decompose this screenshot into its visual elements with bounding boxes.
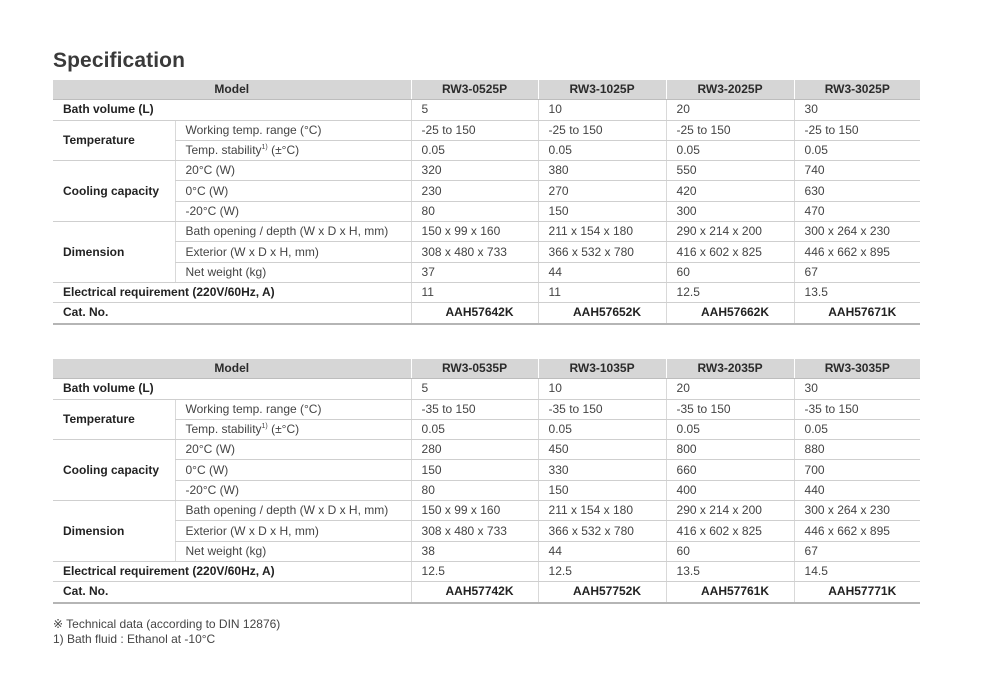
table-row [53, 399, 920, 419]
cell-bath_opening: 211 x 154 x 180 [538, 501, 666, 521]
cell-cat-no: AAH57671K [794, 303, 920, 324]
table-row [53, 561, 920, 581]
cell-working_temp: -25 to 150 [411, 120, 538, 140]
table-row [53, 282, 920, 302]
cell-working_temp: -35 to 150 [411, 399, 538, 419]
table-row [53, 521, 920, 541]
cell-cool_m20: 150 [538, 480, 666, 500]
table-header-row [53, 359, 920, 379]
spec-table-1 [53, 80, 920, 325]
cell-bath_volume: 10 [538, 379, 666, 399]
row-label-net_weight: Net weight (kg) [175, 541, 411, 561]
cell-temp_stability: 0.05 [411, 140, 538, 160]
cell-cat-no: AAH57771K [794, 582, 920, 603]
cell-bath_opening: 211 x 154 x 180 [538, 222, 666, 242]
row-label-bath_opening: Bath opening / depth (W x D x H, mm) [175, 222, 411, 242]
cell-net_weight: 38 [411, 541, 538, 561]
footnote-bath-fluid: 1) Bath fluid : Ethanol at -10°C [53, 632, 216, 646]
row-label-cat_no: Cat. No. [53, 582, 411, 603]
cell-cool_m20: 470 [794, 201, 920, 221]
cell-cat-no: AAH57642K [411, 303, 538, 324]
row-label-cooling_capacity: Cooling capacity [53, 440, 175, 501]
cell-bath_opening: 150 x 99 x 160 [411, 222, 538, 242]
row-label-cooling_capacity: Cooling capacity [53, 161, 175, 222]
footnote-ref: 1) [261, 144, 268, 152]
row-label-electrical: Electrical requirement (220V/60Hz, A) [53, 561, 411, 581]
cell-cool_m20: 150 [538, 201, 666, 221]
header-model: Model [53, 359, 411, 379]
row-label-bath_volume: Bath volume (L) [53, 379, 411, 399]
temp-stability-unit: (±°C) [267, 143, 300, 158]
cell-bath_opening: 290 x 214 x 200 [666, 222, 794, 242]
footnotes [53, 617, 280, 647]
cell-cool_0: 420 [666, 181, 794, 201]
header-model-name: RW3-1035P [538, 359, 666, 379]
cell-electrical: 12.5 [411, 561, 538, 581]
cell-net_weight: 60 [666, 541, 794, 561]
cell-working_temp: -35 to 150 [666, 399, 794, 419]
header-model-name: RW3-3035P [794, 359, 920, 379]
cell-net_weight: 37 [411, 262, 538, 282]
table-row [53, 379, 920, 399]
table-row [53, 201, 920, 221]
cell-temp_stability: 0.05 [794, 419, 920, 439]
row-label-cool_m20: -20°C (W) [175, 201, 411, 221]
cell-exterior: 308 x 480 x 733 [411, 521, 538, 541]
cell-temp_stability: 0.05 [666, 419, 794, 439]
row-label-temp-stability [175, 419, 411, 439]
cell-net_weight: 67 [794, 541, 920, 561]
cell-electrical: 13.5 [666, 561, 794, 581]
cell-cool_20: 320 [411, 161, 538, 181]
row-label-cat_no: Cat. No. [53, 303, 411, 324]
header-model-name: RW3-2035P [666, 359, 794, 379]
header-model-name: RW3-3025P [794, 80, 920, 100]
footnote-technical-data: ※ Technical data (according to DIN 12876) [53, 617, 281, 631]
row-label-exterior: Exterior (W x D x H, mm) [175, 242, 411, 262]
cell-cool_20: 450 [538, 440, 666, 460]
cell-exterior: 308 x 480 x 733 [411, 242, 538, 262]
cell-working_temp: -25 to 150 [794, 120, 920, 140]
table-row [53, 140, 920, 160]
header-model-name: RW3-0535P [411, 359, 538, 379]
cell-cool_20: 880 [794, 440, 920, 460]
cell-electrical: 11 [538, 282, 666, 302]
cell-cool_20: 800 [666, 440, 794, 460]
row-label-temperature: Temperature [53, 120, 175, 161]
cell-bath_volume: 20 [666, 100, 794, 120]
cell-cat-no: AAH57652K [538, 303, 666, 324]
row-label-dimension: Dimension [53, 222, 175, 283]
cell-working_temp: -35 to 150 [538, 399, 666, 419]
row-label-dimension: Dimension [53, 501, 175, 562]
cell-electrical: 11 [411, 282, 538, 302]
cell-cat-no: AAH57761K [666, 582, 794, 603]
cell-working_temp: -25 to 150 [538, 120, 666, 140]
row-label-cool_0: 0°C (W) [175, 460, 411, 480]
cell-exterior: 366 x 532 x 780 [538, 242, 666, 262]
cell-bath_volume: 30 [794, 100, 920, 120]
row-label-cool_20: 20°C (W) [175, 161, 411, 181]
table-row [53, 120, 920, 140]
cell-bath_volume: 5 [411, 100, 538, 120]
cell-bath_opening: 300 x 264 x 230 [794, 501, 920, 521]
cell-exterior: 366 x 532 x 780 [538, 521, 666, 541]
cell-electrical: 12.5 [538, 561, 666, 581]
table-row [53, 501, 920, 521]
table-row [53, 303, 920, 324]
cell-cool_0: 660 [666, 460, 794, 480]
cell-net_weight: 60 [666, 262, 794, 282]
row-label-temperature: Temperature [53, 399, 175, 440]
row-label-temp-stability [175, 140, 411, 160]
cell-electrical: 14.5 [794, 561, 920, 581]
cell-bath_volume: 30 [794, 379, 920, 399]
row-label-exterior: Exterior (W x D x H, mm) [175, 521, 411, 541]
cell-cool_0: 230 [411, 181, 538, 201]
row-label-bath_opening: Bath opening / depth (W x D x H, mm) [175, 501, 411, 521]
cell-cat-no: AAH57742K [411, 582, 538, 603]
cell-cool_m20: 80 [411, 201, 538, 221]
cell-temp_stability: 0.05 [538, 419, 666, 439]
table-row [53, 419, 920, 439]
cell-temp_stability: 0.05 [411, 419, 538, 439]
cell-working_temp: -35 to 150 [794, 399, 920, 419]
table-row [53, 100, 920, 120]
cell-cool_m20: 440 [794, 480, 920, 500]
cell-cool_0: 150 [411, 460, 538, 480]
cell-temp_stability: 0.05 [666, 140, 794, 160]
temp-stability-unit: (±°C) [267, 422, 300, 437]
cell-cool_0: 700 [794, 460, 920, 480]
row-label-electrical: Electrical requirement (220V/60Hz, A) [53, 282, 411, 302]
cell-cool_0: 630 [794, 181, 920, 201]
cell-bath_opening: 150 x 99 x 160 [411, 501, 538, 521]
row-label-cool_20: 20°C (W) [175, 440, 411, 460]
footnote-ref: 1) [261, 423, 268, 431]
cell-bath_opening: 290 x 214 x 200 [666, 501, 794, 521]
page-title: Specification [53, 49, 185, 72]
cell-exterior: 416 x 602 x 825 [666, 242, 794, 262]
table-header-row [53, 80, 920, 100]
cell-cool_0: 270 [538, 181, 666, 201]
cell-bath_volume: 5 [411, 379, 538, 399]
temp-stability-label: Temp. stability [185, 422, 262, 437]
table-row [53, 222, 920, 242]
cell-working_temp: -25 to 150 [666, 120, 794, 140]
cell-net_weight: 44 [538, 262, 666, 282]
cell-cat-no: AAH57662K [666, 303, 794, 324]
cell-net_weight: 44 [538, 541, 666, 561]
cell-net_weight: 67 [794, 262, 920, 282]
cell-bath_volume: 20 [666, 379, 794, 399]
table-row [53, 480, 920, 500]
row-label-cool_0: 0°C (W) [175, 181, 411, 201]
row-label-net_weight: Net weight (kg) [175, 262, 411, 282]
cell-cool_m20: 300 [666, 201, 794, 221]
cell-cool_20: 380 [538, 161, 666, 181]
table-row [53, 242, 920, 262]
spec-table-2 [53, 359, 920, 604]
cell-cool_20: 280 [411, 440, 538, 460]
cell-temp_stability: 0.05 [794, 140, 920, 160]
row-label-bath_volume: Bath volume (L) [53, 100, 411, 120]
row-label-cool_m20: -20°C (W) [175, 480, 411, 500]
cell-cat-no: AAH57752K [538, 582, 666, 603]
table-row [53, 541, 920, 561]
table-row [53, 161, 920, 181]
temp-stability-label: Temp. stability [185, 143, 262, 158]
cell-cool_20: 550 [666, 161, 794, 181]
cell-temp_stability: 0.05 [538, 140, 666, 160]
cell-bath_volume: 10 [538, 100, 666, 120]
header-model-name: RW3-0525P [411, 80, 538, 100]
cell-bath_opening: 300 x 264 x 230 [794, 222, 920, 242]
header-model-name: RW3-1025P [538, 80, 666, 100]
cell-exterior: 446 x 662 x 895 [794, 521, 920, 541]
table-row [53, 460, 920, 480]
header-model-name: RW3-2025P [666, 80, 794, 100]
cell-cool_0: 330 [538, 460, 666, 480]
cell-electrical: 13.5 [794, 282, 920, 302]
cell-exterior: 446 x 662 x 895 [794, 242, 920, 262]
cell-cool_m20: 400 [666, 480, 794, 500]
table-row [53, 181, 920, 201]
cell-cool_20: 740 [794, 161, 920, 181]
table-row [53, 582, 920, 603]
cell-exterior: 416 x 602 x 825 [666, 521, 794, 541]
table-row [53, 262, 920, 282]
row-label-working_temp: Working temp. range (°C) [175, 120, 411, 140]
row-label-working_temp: Working temp. range (°C) [175, 399, 411, 419]
table-row [53, 440, 920, 460]
header-model: Model [53, 80, 411, 100]
cell-electrical: 12.5 [666, 282, 794, 302]
cell-cool_m20: 80 [411, 480, 538, 500]
